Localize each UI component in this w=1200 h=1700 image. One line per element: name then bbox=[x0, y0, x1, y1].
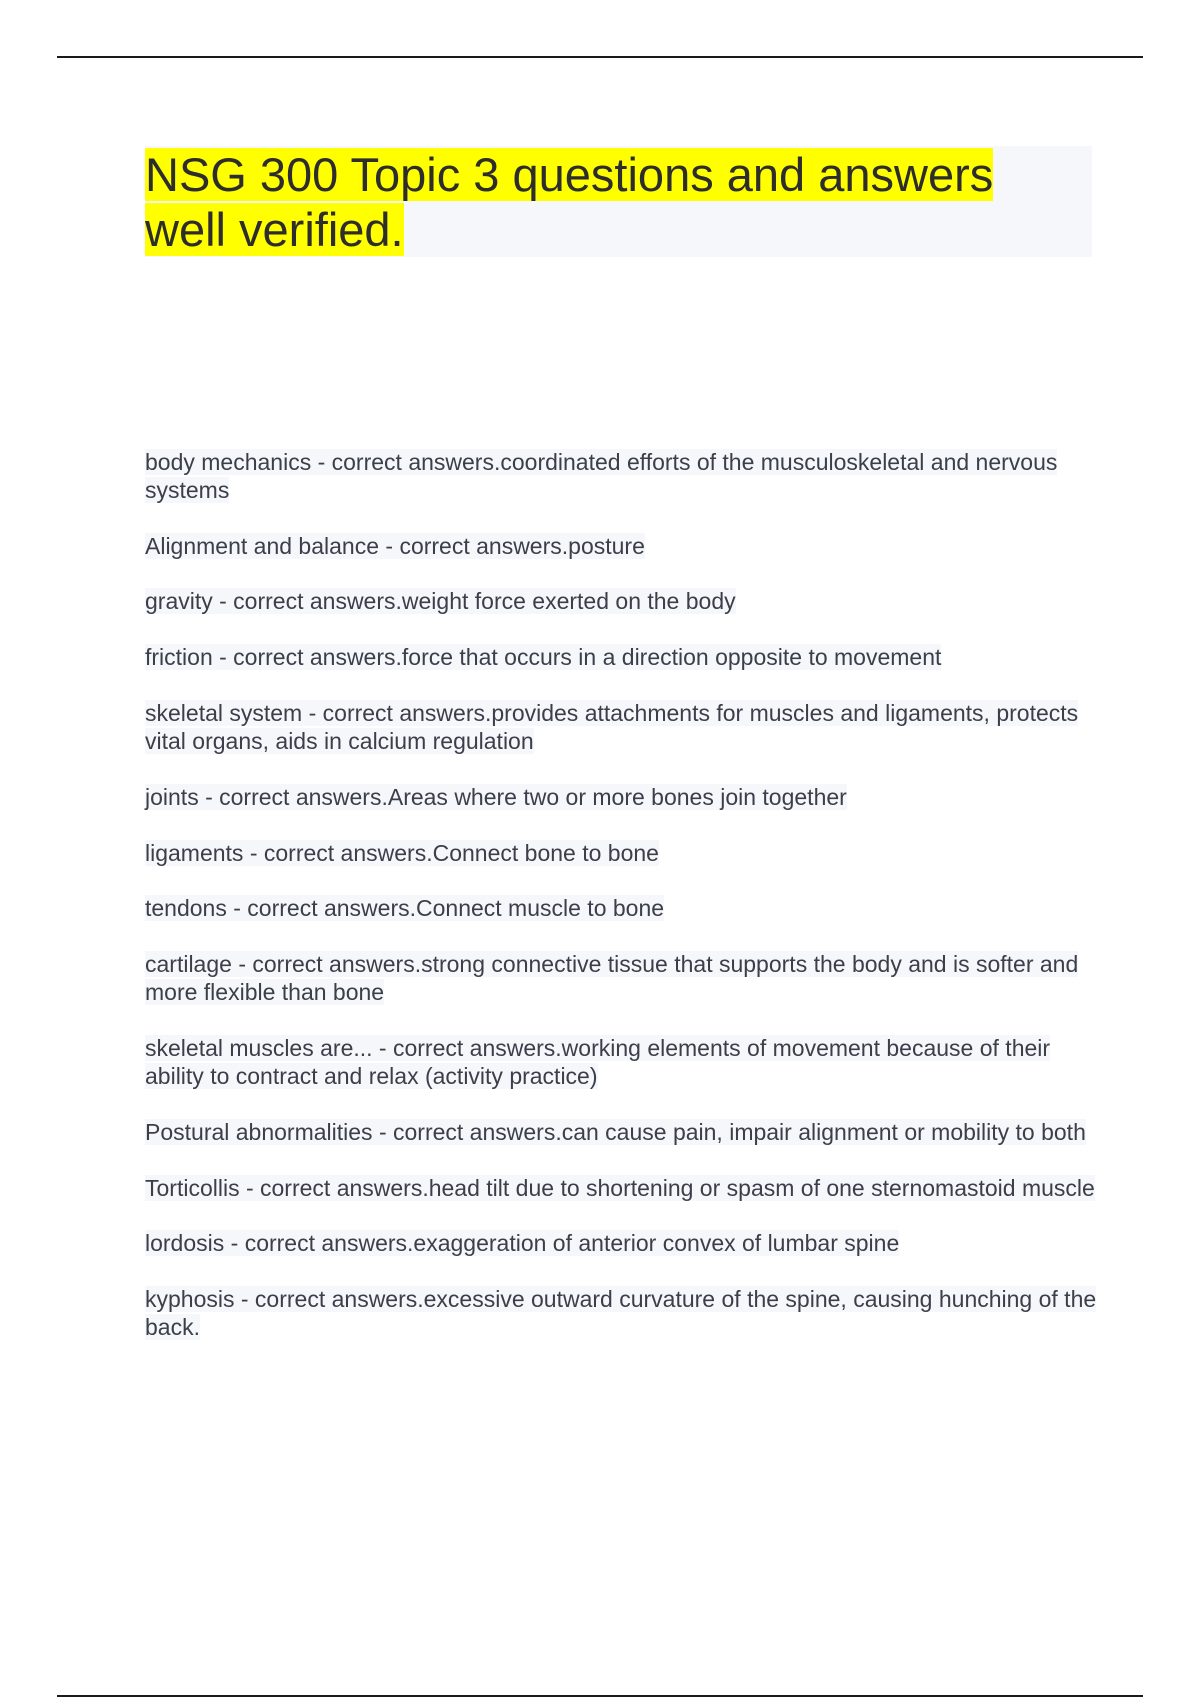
qa-entry bbox=[145, 783, 1105, 811]
qa-entry-text: Torticollis - correct answers.head tilt due to shortening or spasm of one sternomastoid muscle bbox=[145, 1175, 1095, 1201]
qa-entry-text: lordosis - correct answers.exaggeration of anterior convex of lumbar spine bbox=[145, 1230, 900, 1256]
title-block bbox=[145, 146, 1092, 257]
qa-entry-text: tendons - correct answers.Connect muscle to bone bbox=[145, 895, 665, 921]
qa-entry-text: body mechanics - correct answers.coordinated efforts of the musculoskeletal and nervous systems bbox=[145, 449, 1058, 503]
document-title-text: NSG 300 Topic 3 questions and answers well verified. bbox=[145, 148, 994, 256]
qa-entry bbox=[145, 1034, 1105, 1090]
qa-entry bbox=[145, 1229, 1105, 1257]
qa-entry-text: kyphosis - correct answers.excessive outward curvature of the spine, causing hunching of the back. bbox=[145, 1286, 1097, 1340]
top-rule bbox=[57, 56, 1143, 58]
qa-entry-text: Alignment and balance - correct answers.posture bbox=[145, 533, 645, 559]
qa-entry-text: joints - correct answers.Areas where two or more bones join together bbox=[145, 784, 847, 810]
qa-entry bbox=[145, 1118, 1105, 1146]
qa-entry bbox=[145, 448, 1105, 504]
qa-entry bbox=[145, 950, 1105, 1006]
qa-entry bbox=[145, 532, 1105, 560]
qa-list bbox=[145, 448, 1105, 1341]
qa-entry bbox=[145, 699, 1105, 755]
qa-entry bbox=[145, 1174, 1105, 1202]
qa-entry bbox=[145, 839, 1105, 867]
qa-entry-text: skeletal system - correct answers.provides attachments for muscles and ligaments, protects vital organs, aids in calcium regulation bbox=[145, 700, 1079, 754]
qa-entry-text: Postural abnormalities - correct answers.can cause pain, impair alignment or mobility to both bbox=[145, 1119, 1086, 1145]
qa-entry bbox=[145, 587, 1105, 615]
qa-entry-text: cartilage - correct answers.strong connective tissue that supports the body and is softer and more flexible than bone bbox=[145, 951, 1079, 1005]
qa-entry-text: friction - correct answers.force that occurs in a direction opposite to movement bbox=[145, 644, 942, 670]
document-title bbox=[145, 146, 1045, 257]
qa-entry-text: skeletal muscles are... - correct answers.working elements of movement because of their ability to contract and relax (activity practice) bbox=[145, 1035, 1051, 1089]
qa-entry bbox=[145, 1285, 1105, 1341]
qa-entry bbox=[145, 894, 1105, 922]
qa-entry bbox=[145, 643, 1105, 671]
qa-entry-text: ligaments - correct answers.Connect bone to bone bbox=[145, 840, 659, 866]
qa-entry-text: gravity - correct answers.weight force exerted on the body bbox=[145, 588, 736, 614]
bottom-rule bbox=[57, 1695, 1143, 1697]
